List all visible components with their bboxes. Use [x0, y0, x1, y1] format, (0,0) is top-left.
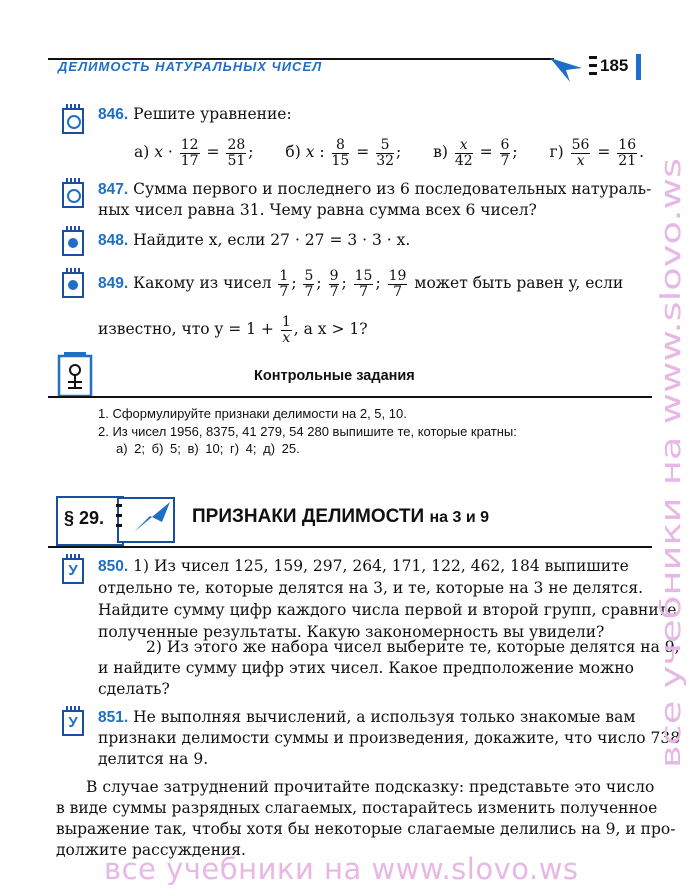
control-item-1: 1. Сформулируйте признаки делимости на 2, 5, 10.: [98, 406, 407, 421]
control-tasks-icon: [56, 352, 94, 398]
fraction: $\frac{28}{51}$: [227, 136, 246, 169]
vertical-watermark: [650, 150, 690, 770]
control-item-2: 2. Из чисел 1956, 8375, 41 279, 54 280 выпишите те, которые кратны:: [98, 424, 517, 439]
problem-847: 847. Сумма первого и последнего из 6 последовательных натураль-: [98, 180, 652, 198]
level-badge-u-icon: У: [62, 710, 84, 736]
divider: [48, 546, 652, 548]
problem-851: 851. Не выполняя вычислений, а используя только знакомые вам: [98, 708, 636, 726]
spiral-icon: [588, 54, 598, 80]
problem-850-line: отдельно те, которые делятся на 3, и те, которые на 3 не делятся.: [98, 579, 644, 597]
fraction: $\frac{8}{15}$: [331, 136, 350, 169]
fraction: $\frac{19}{7}$: [388, 267, 407, 300]
svg-text:все учебники на www.slovo.ws: все учебники на www.slovo.ws: [654, 323, 687, 768]
hint-line: в виде суммы разрядных слагаемых, постарайтесь изменить полученное: [56, 799, 658, 817]
fraction: $\frac{5}{7}$: [304, 267, 314, 300]
problem-851-line: признаки делимости суммы и произведения, докажите, что число 738: [98, 729, 681, 747]
section-title: ПРИЗНАКИ ДЕЛИМОСТИ на 3 и 9: [192, 506, 489, 527]
problem-851-line: делится на 9.: [98, 750, 209, 768]
fraction: $\frac{5}{32}$: [376, 136, 395, 169]
fraction: $\frac{x}{42}$: [454, 136, 473, 169]
problem-850-line: 2) Из этого же набора чисел выберите те, которые делятся на 9,: [146, 638, 680, 656]
hint-line: должите рассуждения.: [56, 841, 246, 859]
problem-850: 850. 1) Из чисел 125, 159, 297, 264, 171, 122, 462, 184 выпишите: [98, 557, 629, 575]
problem-846: 846. Решите уравнение:: [98, 105, 292, 123]
arrow-icon: [548, 54, 584, 84]
level-badge-u-icon: У: [62, 558, 84, 584]
fraction: $\frac{12}{17}$: [180, 136, 199, 169]
fraction: $\frac{9}{7}$: [329, 267, 339, 300]
fraction: $\frac{1}{x}$: [281, 313, 291, 346]
problem-846-text: Решите уравнение:: [133, 105, 292, 123]
hint-line: выражение так, чтобы хотя бы некоторые слагаемые делились на 9, и про-: [56, 820, 676, 838]
control-tasks-title: Контрольные задания: [254, 368, 415, 384]
level-badge-circle-icon: [62, 108, 84, 134]
section-number: § 29.: [64, 508, 105, 528]
chapter-title: ДЕЛИМОСТЬ НАТУРАЛЬНЫХ ЧИСЕЛ: [58, 59, 323, 74]
fraction: $\frac{6}{7}$: [500, 136, 510, 169]
fraction: $\frac{16}{21}$: [618, 136, 637, 169]
level-badge-circle-icon: [62, 182, 84, 208]
fraction: $\frac{15}{7}$: [354, 267, 373, 300]
level-badge-dot-icon: [62, 230, 84, 256]
problem-850-line: сделать?: [98, 680, 170, 698]
fraction: $\frac{1}{7}$: [279, 267, 289, 300]
section-arrow-icon: [116, 494, 184, 546]
control-item-2-options: а) 2; б) 5; в) 10; г) 4; д) 25.: [116, 441, 300, 456]
divider: [48, 396, 652, 398]
problem-850-line: Найдите сумму цифр каждого числа первой и второй групп, сравните: [98, 601, 677, 619]
fraction: $\frac{56}{x}$: [571, 136, 590, 169]
problem-848: 848. Найдите x, если 27 · 27 = 3 · 3 · x.: [98, 231, 411, 249]
problem-849-line2: известно, что y = 1 + $\frac{1}{x}$ , а x > 1?: [98, 313, 368, 346]
level-badge-dot-icon: [62, 272, 84, 298]
problem-850-line: и найдите сумму цифр этих чисел. Какое предположение можно: [98, 659, 635, 677]
problem-846-equations: а) x · $\frac{12}{17}$ = $\frac{28}{51}$ ; б) x : $\frac{8}{15}$ = $\frac{5}{32}$ ; в) $\frac{x}{42}$ = $\frac{6}{7}$ ; г) $\frac{56}{x}$ = $\frac{16}{21}$ .: [134, 136, 645, 169]
hint-line: В случае затруднений прочитайте подсказку: представьте это число: [86, 778, 655, 796]
page-number: 185: [600, 56, 629, 75]
problem-847-line2: ных чисел равна 31. Чему равна сумма всех 6 чисел?: [98, 201, 537, 219]
problem-850-line: полученные результаты. Какую закономерность вы увидели?: [98, 623, 605, 641]
problem-849: 849. Какому из чисел $\frac{1}{7}$ ; $\frac{5}{7}$ ; $\frac{9}{7}$ ; $\frac{15}{7}$ ; $\frac{19}{7}$ может быть равен y, если: [98, 267, 624, 300]
bottom-watermark: все учебники на www.slovo.ws: [104, 852, 579, 886]
